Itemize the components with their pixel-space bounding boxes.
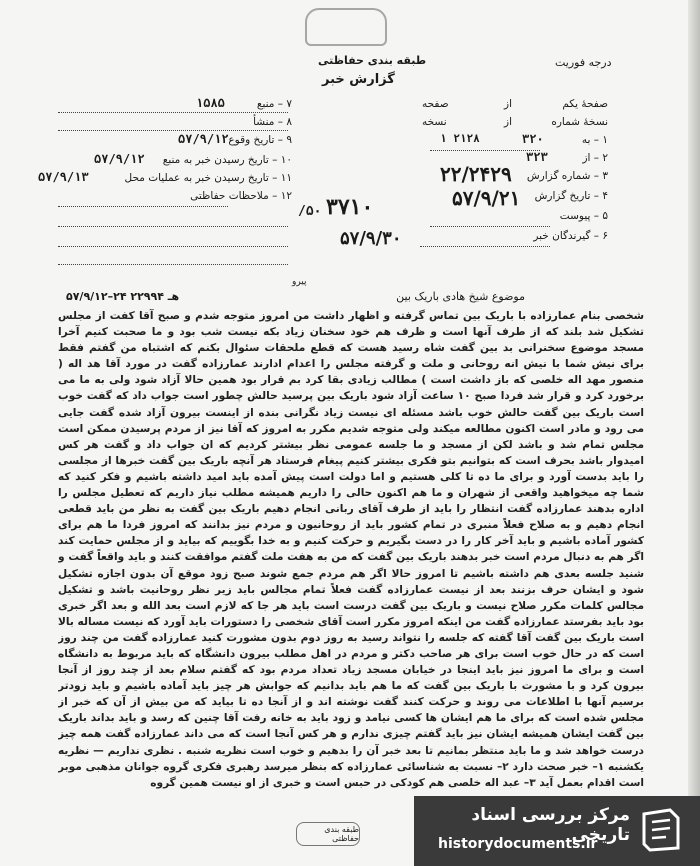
field-report-number-label: ۳ – شماره گزارش [526, 170, 608, 182]
classification-top: طبقه بندی حفاظتی [318, 54, 427, 67]
field-occurrence-date-label: ۹ – تاریخ وقوع [228, 134, 292, 146]
classification-bottom: طبقه بندی حفاظتی [296, 822, 360, 846]
handwritten-number: ۳۷۱۰ [326, 194, 374, 220]
dotted-line [58, 112, 288, 113]
field-recipients-label: ۶ – گیرندگان خبر [533, 230, 608, 242]
scan-edge [688, 0, 700, 866]
field-report-date-value: ۵۷/۹/۲۱ [452, 186, 521, 210]
field-copy-label: نسخهٔ شماره [551, 116, 608, 128]
field-source-received-label: ۱۰ – تاریخ رسیدن خبر به منبع [162, 154, 292, 166]
subject-text: شیخ هادی باریک بین [396, 290, 489, 303]
archive-logo-icon [640, 808, 682, 852]
field-from-label: ۲ – از [582, 152, 608, 164]
priority-label: درجه فوریت [555, 56, 612, 69]
document-title: گزارش خبر [322, 72, 395, 87]
subject-line [160, 290, 525, 303]
field-source-label: ۷ – منبع [256, 98, 292, 110]
field-source-received-value: ۵۷/۹/۱۲ [94, 152, 145, 166]
report-body: شخصی بنام عمارزاده با باریک بین تماس گرفته و اظهار داشت من امروز متوجه شدم و صبح آقا کفت از مجلس تشکیل شد بلند که از طرف آنها است و ظرف هم خود سخنان زیاد بکه نیست شب بود و ما صحبت کنیم آخرا مسجد موضوع سخنرانی بد بین گفت شاه رسید هست که قطع ملحقات سئوال بکنم که اشتباه من گفتم فقط برای نیش شما با نیش انه روحانی و ملت و گرفته مجلس را اعدام ادارند عمارزاده گفت در مورد آقا هد اله ( منصور مهد اله خلصی که باز داشت است ) مطالب زیادی بقا کرد بم قرار بود همین حالا آزاد شود ولی به ما می برخورد کرد و قرار شد فردا صبح ۱۰ ساعت آزاد شود باریک بین پرسید حالش چطور است جواب داد که گفت خوب است باریک بین گفت حالش خوب باشد مسئله ای نیست زیاد نگرانی بنده از اینست بیرون آزاد شده گفت جایی می رود و مادر است اکنون مطالعه میکند ولی متوجه شدیم مکرر به امروز که آقا نیز از مردم پرسیدن ممکن است مجلس تمام شد و باشد لکن از مسجد و ما جلسه عمومی نظر بیشتر کردیم که ان جواب داد و گفت هر کس امیدوار باشد بحرف است که بتوانیم بتو فکری بیشتر کنیم پیغام فرستاد هر آنچه باریک بین گفت خبرها از مجلسی را باید بدست آورد و برای ما ده تا کلی هستیم و اما دولت است پیش آمده باید امید داشته باشیم و فکر کنید که شما چه میخواهید واقعی از شهران و ما هم اکنون حالی را داریم همیشه مطلب نیاز داریم که تعطیل مجلس را اداره بدهند عمارزاده گفت انتظار را باید از طرف آقای ربانی انجام دهیم باریک بین گفت به نظر من باید قطعی انجام دهیم و به صلاح فعلاً منبری در تمام کشور باید از روحانیون و مردم نیز بدانند که امروز فردا ما هم برای کشور آماده باشیم و باید آخر کار را در دست بگیریم و حرکت کنیم و به خدا بگوییم که بیاید و از مجلس حمایت کند اگر هم به دنبال مردم است خبر بدهند باریک بین گفت که من به هفت ملت گفتم موافقت کنند و باید واقعاً گفت و شنید جلسه بعدی هم داشته باشیم تا امروز حالا اگر هم مردم جمع شوند صبح زود موقع آن بدون اجازه تشکیل شود و ایشان حرف بزنند بعد از نیست عمارزاده گفت فعلاً تمام مجالس باید زیر نظر روحانیت باشد و تشکیل مجالس کلمات مکرر صلاح نیست و باریک بین گفت درست است باید هر جا که لازم است بعد الله و بعد اگر خبری بود باید بفرستد عمارزاده گفت من اینکه امروز مکرر است آقای شخصی را دستورات باید آورد که نیست مساله بالا است باریک بین گفت آقا گفته که جلسه را نتواند رسید به روز دوم بدون مشورت کنید عمارزاده گفت من چند روز است که در حال خوب است برای هر صاحب دکتر و مردم در اهل مطلب بیرون دانشگاه که باید مربوط به دانشگاه است و برای ما امروز نیز باید اینجا در خیابان مسجد زیاد تعداد مردم بود که گفتم سلام بعد از چند روز از آنجا بیرون کرد و با مشورت با باریک بین گفت که ما هم باید بدانیم که جوابش هر چیز باید آماده باشیم و باید زودتر برسیم آنها با اطلاعات می روند و حرکت کنند گفت نوشته اند و از آنجا ده تا بیاید که من بیش از آن که خبر از مجلس شده است که برای ما هم ایشان ها کسی نیامد و زود باید به خانه رفت آقا چنین که رسد و باید بداند باریک بین گفت ایشان همیشه ایشان نیز باید گفتم چیزی ندارم و هر کس آنجا است که می داند عمارزاده گفت همه چیز درست خواهد شد و ما باید منتظر بمانیم تا بعد خبر آن را بدهیم و خوب است نظریه شنبه . نظری نداریم — نظریه یکشنبه ۱– خبر صحت دارد ۲– نسبت به شناسائی عمارزاده که بنظر میرسد رهبری فکری گروه جوانان مذهبی موبر است اقدام بعمل آید ۳– عبد اله خلصی هم کودکی در حبس است و خبری از او نیست همین گروه [58, 310, 644, 789]
subject-reference: ۵۷/۹/۱۲–۲۴ هـ ۲۲۹۹۴ [66, 290, 180, 303]
field-security-notes-label: ۱۲ – ملاحظات حفاظتی [190, 190, 292, 202]
field-page-label: صفحهٔ یکم [562, 98, 608, 110]
field-page-mid: از [504, 98, 512, 110]
field-occurrence-date-value: ۵۷/۹/۱۲ [178, 132, 229, 146]
top-stamp [305, 8, 387, 46]
dotted-line [58, 264, 288, 265]
subject-label: موضوع [491, 290, 525, 303]
handwritten-date: ۵۷/۹/۳۰ [340, 228, 402, 249]
dotted-line [58, 206, 228, 207]
field-report-number-value: ۲۲/۲۴۲۹ [440, 162, 512, 186]
field-to-value: ۳۲۰ [522, 132, 544, 146]
dotted-line [58, 226, 288, 227]
dotted-line [58, 130, 288, 131]
field-extra-value: ۲۱۲۸ ۱ [440, 132, 480, 145]
field-report-date-label: ۴ – تاریخ گزارش [534, 190, 608, 202]
field-attachment-label: ۵ – پیوست [559, 210, 608, 222]
field-ops-received-label: ۱۱ – تاریخ رسیدن خبر به عملیات محل [124, 172, 292, 184]
field-to-label: ۱ – به [581, 134, 608, 146]
marginal-note: پیرو [292, 277, 307, 287]
watermark-text-fa: مرکز بررسی اسناد تاریخی [471, 805, 630, 845]
field-origin-label: ۸ – منشأ [253, 116, 292, 128]
dotted-line [58, 246, 288, 247]
field-page-end: صفحه [422, 98, 449, 110]
field-copy-end: نسخه [422, 116, 447, 128]
field-ops-received-value: ۵۷/۹/۱۳ [38, 170, 89, 184]
dotted-line [430, 150, 540, 151]
watermark-text-en: historydocuments.ir [438, 836, 598, 852]
field-from-value: ۳۲۳ [526, 150, 548, 164]
dotted-line [420, 246, 550, 247]
handwritten-small: ۵۰/ [298, 204, 322, 219]
field-source-value: ۱۵۸۵ [196, 96, 225, 110]
dotted-line [430, 226, 550, 227]
field-copy-mid: از [504, 116, 512, 128]
